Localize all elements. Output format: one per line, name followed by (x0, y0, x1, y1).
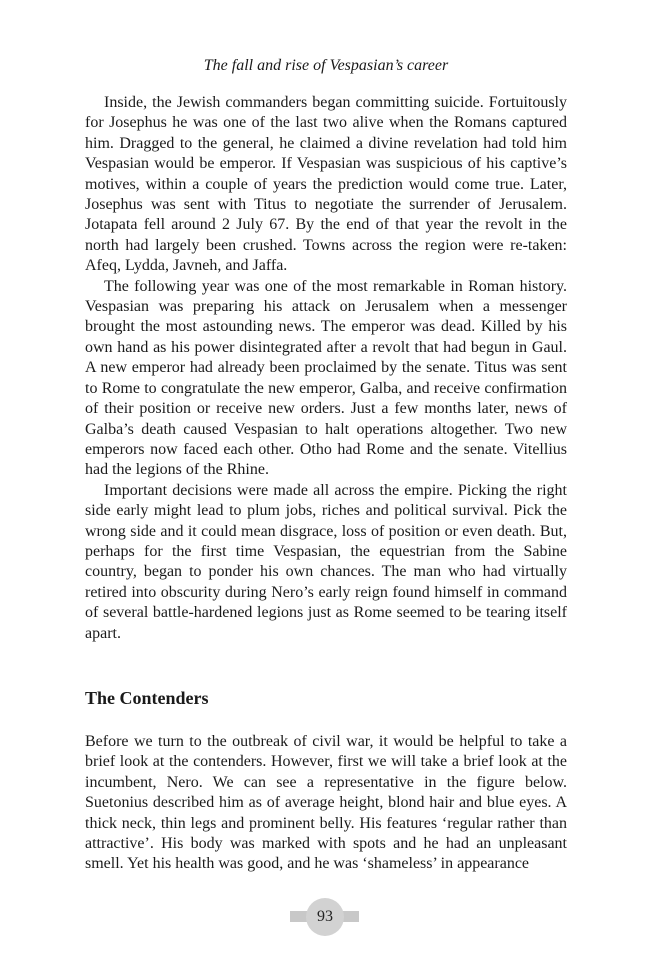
paragraph-josephus: Inside, the Jewish commanders began committing suicide. Fortuitously for Josephus he was one of the last two alive when the Romans captured him. Dragged to the general, he claimed a divine revelation had told him Vespasian would be emperor. If Vespasian was suspicious of his captive’s motives, within a couple of years the prediction would come true. Later, Josephus was sent with Titus to negotiate the surrender of Jerusalem. Jotapata fell around 2 July 67. By the end of that year the revolt in the north had largely been crushed. Towns across the region were re-taken: Afeq, Lydda, Javneh, and Jaffa. (85, 94, 567, 275)
running-head: The fall and rise of Vespasian’s career (203, 57, 449, 74)
paragraph-following-year: The following year was one of the most remarkable in Roman history. Vespasian was preparing his attack on Jerusalem when a messenger brought the most astounding news. The emperor was dead. Killed by his own hand as his power disintegrated after a revolt that had begun in Gaul. A new emperor had already been proclaimed by the senate. Titus was sent to Rome to congratulate the new emperor, Galba, and receive confirmation of their position or receive new orders. Just a few months later, news of Galba’s death caused Vespasian to halt operations altogether. Two new emperors now faced each other. Otho had Rome and the senate. Vitellius had the legions of the Rhine. (85, 277, 567, 479)
body-text (85, 93, 567, 644)
page-number-footer (0, 898, 650, 936)
section-body (85, 732, 567, 875)
paragraph-important-decisions: Important decisions were made all across the empire. Picking the right side early might lead to plum jobs, riches and political survival. Pick the wrong side and it could mean disgrace, loss of position or even death. But, perhaps for the first time Vespasian, the equestrian from the Sabine country, began to ponder his own chances. The man who had virtually retired into obscurity during Nero’s early reign found himself in command of several battle-hardened legions just as Rome seemed to be tearing itself apart. (85, 481, 567, 642)
paragraph-contenders: Before we turn to the outbreak of civil war, it would be helpful to take a brief look at the contenders. However, first we will take a brief look at the incumbent, Nero. We can see a representative in the figure below. Suetonius described him as of average height, blond hair and blue eyes. A thick neck, thin legs and prominent belly. His features ‘regular rather than attractive’. His body was marked with spots and he had an unpleasant smell. Yet his health was good, and he was ‘shameless’ in appearance (85, 733, 567, 873)
section-heading: The Contenders (85, 688, 209, 708)
page-number: 93 (306, 898, 344, 936)
